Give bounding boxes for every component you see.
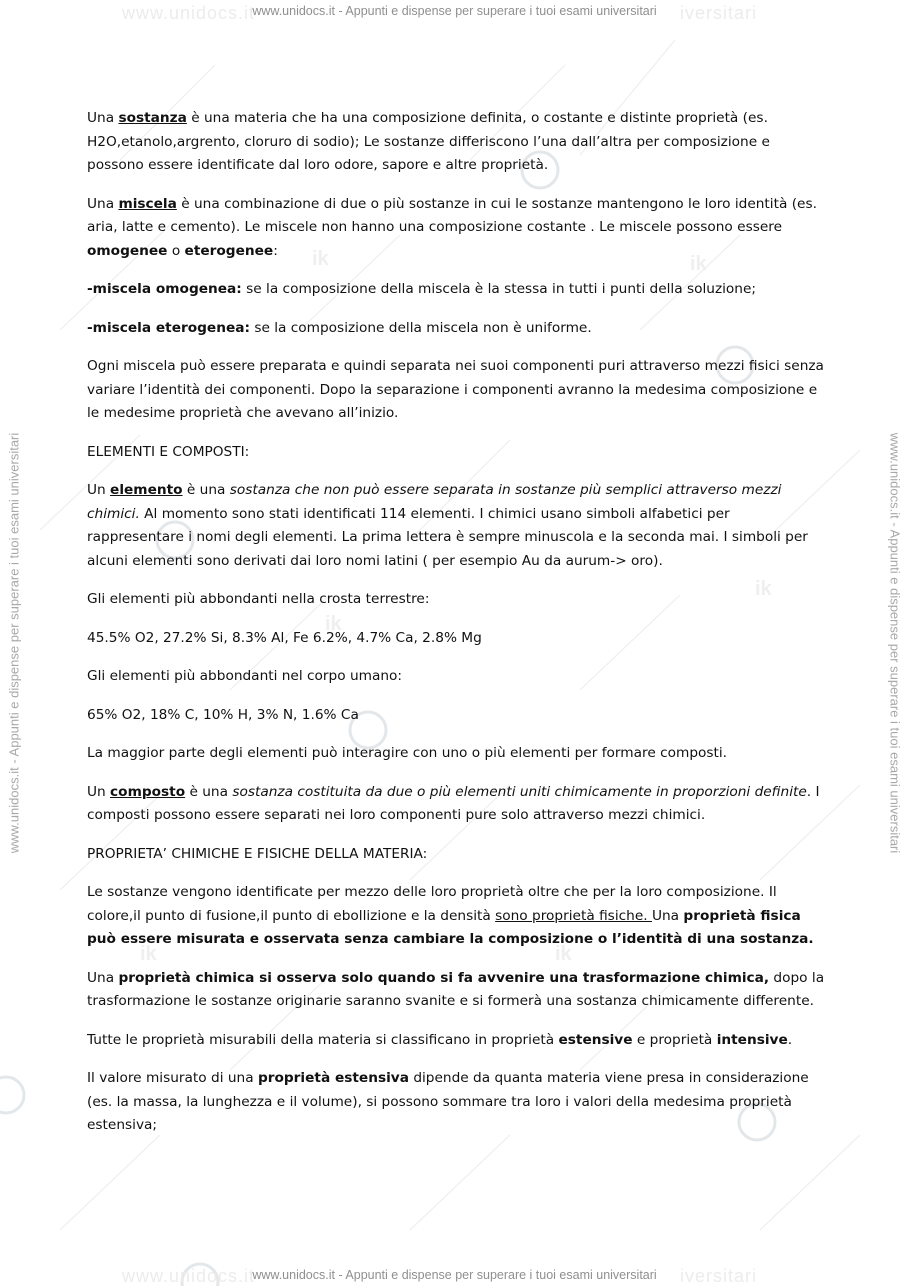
svg-text:ik: ik xyxy=(312,248,329,270)
watermark-ghost-bottom: www.unidocs.it xyxy=(122,1266,256,1286)
svg-text:ik: ik xyxy=(555,943,572,965)
paragraph-corpo-intro: Gli elementi più abbondanti nel corpo umano: xyxy=(87,668,403,684)
watermark-ghost-top-right: iversitari xyxy=(680,3,758,23)
document-body xyxy=(87,107,827,1153)
paragraph-proprieta-fisiche: Le sostanze vengono identificate per mezzo delle loro proprietà oltre che per la loro composizione. Il colore,il punto di fusione,il punto di ebollizione e la densità sono proprietà fisiche. Una proprietà fisica può essere misurata e osservata senza cambiare la composizione o l’identità di una sostanza. xyxy=(87,884,814,947)
paragraph-composto: Un composto è una sostanza costituita da due o più elementi uniti chimicamente in proporzioni definite. I composti possono essere separati nei loro componenti pure solo attraverso mezzi chimici. xyxy=(87,783,820,823)
paragraph-estensiva: Il valore misurato di una proprietà estensiva dipende da quanta materia viene presa in considerazione (es. la massa, la lunghezza e il volume), si possono sommare tra loro i valori della medesima proprietà estensiva; xyxy=(87,1070,809,1133)
paragraph-elemento: Un elemento è una sostanza che non può essere separata in sostanze più semplici attraverso mezzi chimici. Al momento sono stati identificati 114 elementi. I chimici usano simboli alfabetici per rappresentare i nomi degli elementi. La prima lettera è sempre minuscola e la seconda mai. I simboli per alcuni elementi sono derivati dai loro nomi latini ( per esempio Au da aurum-> oro). xyxy=(87,482,808,569)
svg-text:ik: ik xyxy=(140,943,157,965)
paragraph-interazione: La maggior parte degli elementi può interagire con uno o più elementi per formare composti. xyxy=(87,745,728,761)
paragraph-miscela: Una miscela è una combinazione di due o più sostanze in cui le sostanze mantengono le loro identità (es. aria, latte e cemento). Le miscele non hanno una composizione costante . Le miscele possono essere omogenee o eterogenee: xyxy=(87,195,817,259)
paragraph-classificazione: Tutte le proprietà misurabili della materia si classificano in proprietà estensive e proprietà intensive. xyxy=(87,1031,793,1048)
svg-text:ik: ik xyxy=(690,253,707,275)
paragraph-separazione: Ogni miscela può essere preparata e quindi separata nei suoi componenti puri attraverso mezzi fisici senza variare l’identità dei componenti. Dopo la separazione i componenti avranno la medesima composizione e le medesime proprietà che avevano all’inizio. xyxy=(87,358,824,421)
header-banner: www.unidocs.it - Appunti e dispense per superare i tuoi esami universitari xyxy=(252,4,657,18)
term-omogenee: omogenee xyxy=(87,242,168,259)
footer-banner: www.unidocs.it - Appunti e dispense per superare i tuoi esami universitari xyxy=(252,1268,657,1282)
term-composto: composto xyxy=(110,783,186,800)
right-side-banner: www.unidocs.it - Appunti e dispense per superare i tuoi esami universitari xyxy=(887,432,903,854)
term-miscela: miscela xyxy=(118,195,177,212)
term-sostanza: sostanza xyxy=(118,110,187,126)
paragraph-sostanza: Una sostanza è una materia che ha una composizione definita, o costante e distinte proprietà (es. H2O,etanolo,argrento, cloruro di sodio); Le sostanze differiscono l’una dall’altra per composizione e possono essere identificate dal loro odore, sapore e altre proprietà. xyxy=(87,110,770,173)
paragraph-proprieta-chimica: Una proprietà chimica si osserva solo quando si fa avvenire una trasformazione chimica, dopo la trasformazione le sostanze originarie saranno svanite e si formerà una sostanza chimicamente differente. xyxy=(87,969,825,1009)
term-eterogenee: eterogenee xyxy=(184,242,274,259)
term-elemento: elemento xyxy=(110,482,183,498)
paragraph-crosta-intro: Gli elementi più abbondanti nella crosta terrestre: xyxy=(87,591,430,607)
watermark-ghost-bottom-right: iversitari xyxy=(680,1266,758,1286)
heading-elementi-composti: ELEMENTI E COMPOSTI: xyxy=(87,443,250,460)
paragraph-corpo-values: 65% O2, 18% C, 10% H, 3% N, 1.6% Ca xyxy=(87,706,359,723)
left-side-banner: www.unidocs.it - Appunti e dispense per superare i tuoi esami universitari xyxy=(6,432,22,854)
heading-proprieta: PROPRIETA’ CHIMICHE E FISICHE DELLA MATERIA: xyxy=(87,845,428,862)
paragraph-miscela-eterogenea: -miscela eterogenea: se la composizione della miscela non è uniforme. xyxy=(87,319,592,336)
svg-text:ik: ik xyxy=(755,578,772,600)
svg-text:ik: ik xyxy=(325,613,342,635)
paragraph-crosta-values: 45.5% O2, 27.2% Si, 8.3% Al, Fe 6.2%, 4.7% Ca, 2.8% Mg xyxy=(87,629,482,646)
paragraph-miscela-omogenea: -miscela omogenea: se la composizione della miscela è la stessa in tutti i punti della soluzione; xyxy=(87,281,757,297)
watermark-ghost-top: www.unidocs.it xyxy=(122,3,256,23)
